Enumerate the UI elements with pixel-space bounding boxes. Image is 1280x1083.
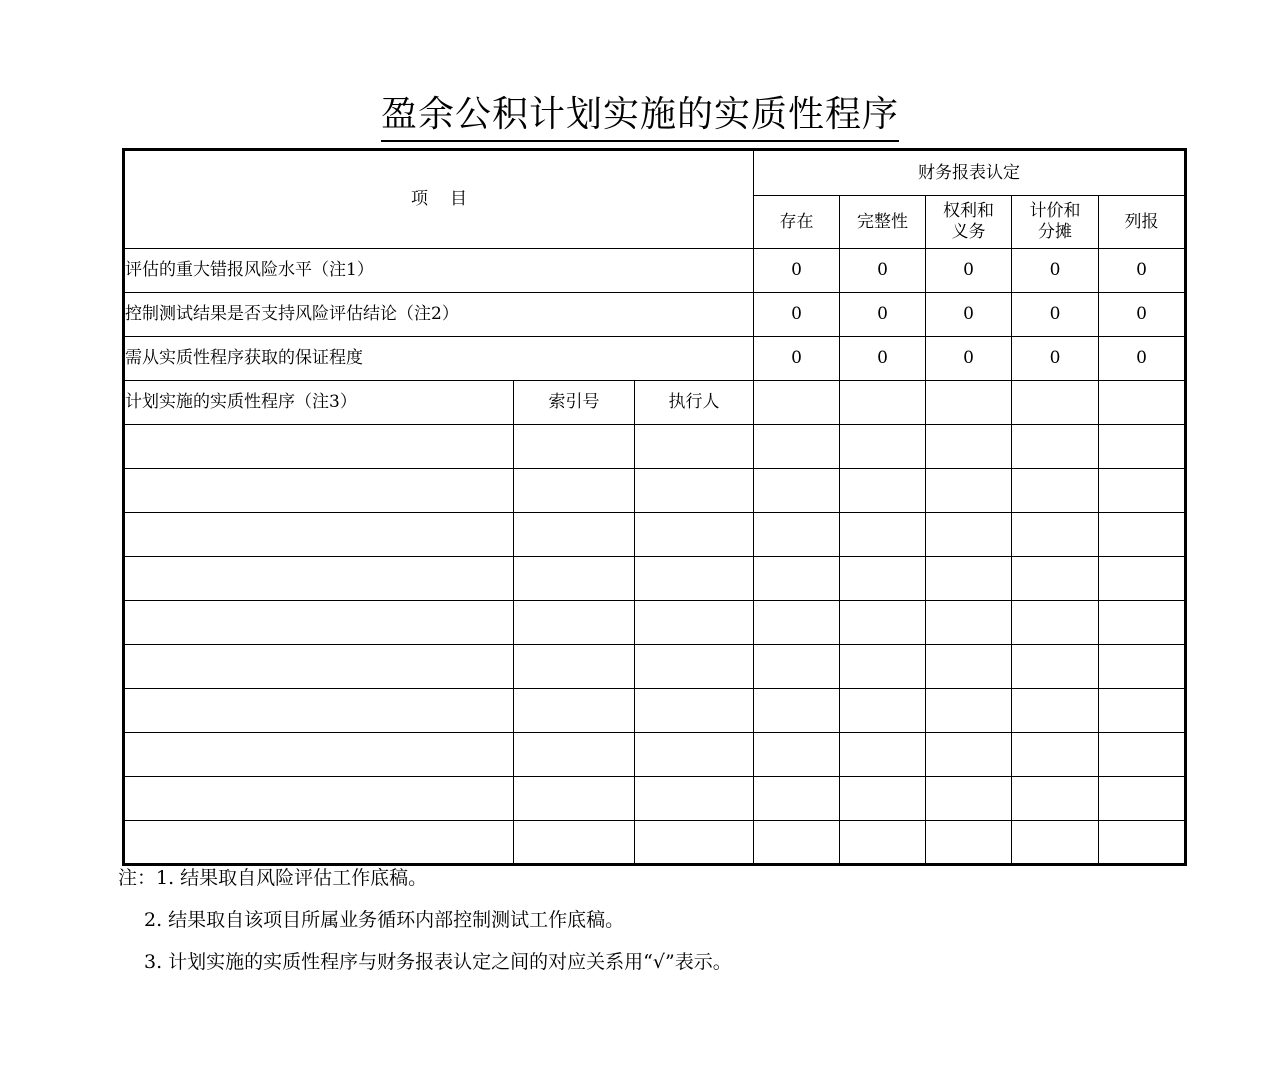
- page-title: 盈余公积计划实施的实质性程序: [381, 92, 899, 142]
- empty-row-8-assertion-3[interactable]: [1012, 777, 1099, 821]
- row-2-value-1[interactable]: 0: [840, 337, 926, 381]
- plan-row-assertion-1[interactable]: [840, 381, 926, 425]
- empty-row-7-procedure[interactable]: [124, 733, 514, 777]
- empty-row-0-performer[interactable]: [635, 425, 754, 469]
- header-performer: 执行人: [635, 381, 754, 425]
- empty-row-8-procedure[interactable]: [124, 777, 514, 821]
- empty-row-2-performer[interactable]: [635, 513, 754, 557]
- empty-row-8-assertion-1[interactable]: [840, 777, 926, 821]
- empty-row-7-assertion-4[interactable]: [1099, 733, 1186, 777]
- row-label-assessed-risk: 评估的重大错报风险水平（注1）: [124, 249, 754, 293]
- empty-row-2-procedure[interactable]: [124, 513, 514, 557]
- empty-row-1-procedure[interactable]: [124, 469, 514, 513]
- empty-row-6-assertion-3[interactable]: [1012, 689, 1099, 733]
- empty-row-4-performer[interactable]: [635, 601, 754, 645]
- empty-row-7-assertion-2[interactable]: [926, 733, 1012, 777]
- empty-row-0-procedure[interactable]: [124, 425, 514, 469]
- table-row: [124, 821, 1186, 865]
- row-2-value-3[interactable]: 0: [1012, 337, 1099, 381]
- empty-row-5-assertion-3[interactable]: [1012, 645, 1099, 689]
- header-assertion-valuation-line2: 分摊: [1038, 222, 1073, 242]
- empty-row-8-performer[interactable]: [635, 777, 754, 821]
- header-assertion-completeness-line1: 完整性: [857, 211, 909, 232]
- note-line-2: [118, 908, 1218, 932]
- empty-row-3-index[interactable]: [514, 557, 635, 601]
- empty-row-9-index[interactable]: [514, 821, 635, 865]
- empty-row-8-assertion-2[interactable]: [926, 777, 1012, 821]
- note-text-3: 3. 计划实施的实质性程序与财务报表认定之间的对应关系用“√”表示。: [144, 951, 732, 973]
- empty-row-6-performer[interactable]: [635, 689, 754, 733]
- row-0-value-2[interactable]: 0: [926, 249, 1012, 293]
- table-row: [124, 249, 1186, 293]
- footer-notes: [118, 866, 1218, 992]
- empty-row-4-assertion-1[interactable]: [840, 601, 926, 645]
- header-assertion-existence: [754, 196, 840, 249]
- empty-row-3-assertion-3[interactable]: [1012, 557, 1099, 601]
- empty-row-6-assertion-4[interactable]: [1099, 689, 1186, 733]
- table-row: [124, 645, 1186, 689]
- table-row: [124, 513, 1186, 557]
- empty-row-1-assertion-0[interactable]: [754, 469, 840, 513]
- table-row: [124, 557, 1186, 601]
- empty-row-2-assertion-2[interactable]: [926, 513, 1012, 557]
- empty-row-4-assertion-4[interactable]: [1099, 601, 1186, 645]
- empty-row-4-assertion-2[interactable]: [926, 601, 1012, 645]
- empty-row-5-assertion-0[interactable]: [754, 645, 840, 689]
- plan-row-assertion-2[interactable]: [926, 381, 1012, 425]
- header-assertion-rights-obligations: [926, 196, 1012, 249]
- empty-row-0-assertion-2[interactable]: [926, 425, 1012, 469]
- empty-row-8-index[interactable]: [514, 777, 635, 821]
- table-row: [124, 337, 1186, 381]
- header-assertions-group: 财务报表认定: [754, 150, 1186, 196]
- substantive-procedures-table: [122, 148, 1187, 866]
- empty-row-1-index[interactable]: [514, 469, 635, 513]
- empty-row-2-assertion-3[interactable]: [1012, 513, 1099, 557]
- plan-row-assertion-3[interactable]: [1012, 381, 1099, 425]
- row-1-value-1[interactable]: 0: [840, 293, 926, 337]
- empty-row-0-assertion-3[interactable]: [1012, 425, 1099, 469]
- empty-row-6-assertion-0[interactable]: [754, 689, 840, 733]
- empty-row-1-assertion-4[interactable]: [1099, 469, 1186, 513]
- empty-row-5-index[interactable]: [514, 645, 635, 689]
- empty-row-5-procedure[interactable]: [124, 645, 514, 689]
- empty-row-5-assertion-1[interactable]: [840, 645, 926, 689]
- header-assertion-completeness: [840, 196, 926, 249]
- header-item-right: 目: [450, 189, 467, 209]
- empty-row-2-assertion-4[interactable]: [1099, 513, 1186, 557]
- row-0-value-1[interactable]: 0: [840, 249, 926, 293]
- row-1-value-2[interactable]: 0: [926, 293, 1012, 337]
- empty-row-2-assertion-1[interactable]: [840, 513, 926, 557]
- table-subheader-plan-row: [124, 381, 1186, 425]
- empty-row-3-assertion-0[interactable]: [754, 557, 840, 601]
- empty-row-3-performer[interactable]: [635, 557, 754, 601]
- empty-row-7-performer[interactable]: [635, 733, 754, 777]
- empty-row-6-index[interactable]: [514, 689, 635, 733]
- row-0-value-0[interactable]: 0: [754, 249, 840, 293]
- empty-row-7-assertion-1[interactable]: [840, 733, 926, 777]
- empty-row-9-assertion-0[interactable]: [754, 821, 840, 865]
- empty-row-4-procedure[interactable]: [124, 601, 514, 645]
- empty-row-9-assertion-4[interactable]: [1099, 821, 1186, 865]
- empty-row-9-assertion-3[interactable]: [1012, 821, 1099, 865]
- header-assertion-valuation-allocation: [1012, 196, 1099, 249]
- empty-row-6-procedure[interactable]: [124, 689, 514, 733]
- empty-row-5-performer[interactable]: [635, 645, 754, 689]
- plan-row-assertion-4[interactable]: [1099, 381, 1186, 425]
- table-row: [124, 777, 1186, 821]
- table-row: [124, 689, 1186, 733]
- header-item-left: 项: [411, 189, 428, 209]
- page-title-container: [0, 92, 1280, 142]
- header-assertion-existence-line1: 存在: [779, 211, 814, 232]
- empty-row-9-assertion-1[interactable]: [840, 821, 926, 865]
- empty-row-6-assertion-2[interactable]: [926, 689, 1012, 733]
- header-assertion-rights-line2: 义务: [951, 222, 986, 242]
- empty-row-5-assertion-2[interactable]: [926, 645, 1012, 689]
- plan-row-assertion-0[interactable]: [754, 381, 840, 425]
- row-label-assurance-level: 需从实质性程序获取的保证程度: [124, 337, 754, 381]
- header-assertion-presentation-line1: 列报: [1124, 211, 1159, 232]
- empty-row-2-index[interactable]: [514, 513, 635, 557]
- row-1-value-4[interactable]: 0: [1099, 293, 1186, 337]
- row-1-value-0[interactable]: 0: [754, 293, 840, 337]
- row-2-value-4[interactable]: 0: [1099, 337, 1186, 381]
- empty-row-1-assertion-1[interactable]: [840, 469, 926, 513]
- row-2-value-0[interactable]: 0: [754, 337, 840, 381]
- empty-row-4-index[interactable]: [514, 601, 635, 645]
- substantive-procedures-table-container: [122, 148, 1186, 866]
- note-line-3: [118, 950, 1218, 974]
- note-text-2: 2. 结果取自该项目所属业务循环内部控制测试工作底稿。: [144, 909, 625, 931]
- row-2-value-2[interactable]: 0: [926, 337, 1012, 381]
- note-line-1: [118, 866, 1218, 890]
- header-assertion-valuation-line1: 计价和: [1029, 201, 1081, 221]
- row-0-value-3[interactable]: 0: [1012, 249, 1099, 293]
- note-text-1: 1. 结果取自风险评估工作底稿。: [156, 867, 428, 889]
- empty-row-9-procedure[interactable]: [124, 821, 514, 865]
- empty-row-3-assertion-1[interactable]: [840, 557, 926, 601]
- empty-row-3-assertion-2[interactable]: [926, 557, 1012, 601]
- header-assertion-presentation: [1099, 196, 1186, 249]
- empty-row-0-assertion-0[interactable]: [754, 425, 840, 469]
- notes-prefix: 注：: [118, 867, 157, 889]
- empty-row-8-assertion-0[interactable]: [754, 777, 840, 821]
- table-row: [124, 469, 1186, 513]
- empty-row-7-assertion-3[interactable]: [1012, 733, 1099, 777]
- row-0-value-4[interactable]: 0: [1099, 249, 1186, 293]
- row-label-planned-procedures: 计划实施的实质性程序（注3）: [124, 381, 514, 425]
- table-row: [124, 425, 1186, 469]
- empty-row-8-assertion-4[interactable]: [1099, 777, 1186, 821]
- empty-row-7-index[interactable]: [514, 733, 635, 777]
- table-row: [124, 601, 1186, 645]
- empty-row-4-assertion-0[interactable]: [754, 601, 840, 645]
- empty-row-5-assertion-4[interactable]: [1099, 645, 1186, 689]
- empty-row-0-index[interactable]: [514, 425, 635, 469]
- table-header-row-1: [124, 150, 1186, 196]
- empty-row-0-assertion-1[interactable]: [840, 425, 926, 469]
- empty-row-4-assertion-3[interactable]: [1012, 601, 1099, 645]
- empty-row-2-assertion-0[interactable]: [754, 513, 840, 557]
- empty-row-6-assertion-1[interactable]: [840, 689, 926, 733]
- header-item-cell: [124, 150, 754, 249]
- empty-row-1-performer[interactable]: [635, 469, 754, 513]
- empty-row-3-procedure[interactable]: [124, 557, 514, 601]
- empty-row-9-performer[interactable]: [635, 821, 754, 865]
- header-assertion-rights-line1: 权利和: [943, 201, 995, 221]
- header-index-no: 索引号: [514, 381, 635, 425]
- empty-row-0-assertion-4[interactable]: [1099, 425, 1186, 469]
- empty-row-7-assertion-0[interactable]: [754, 733, 840, 777]
- row-label-control-test-result: 控制测试结果是否支持风险评估结论（注2）: [124, 293, 754, 337]
- empty-row-1-assertion-2[interactable]: [926, 469, 1012, 513]
- table-row: [124, 733, 1186, 777]
- table-body: [124, 150, 1186, 865]
- empty-row-3-assertion-4[interactable]: [1099, 557, 1186, 601]
- table-row: [124, 293, 1186, 337]
- empty-row-9-assertion-2[interactable]: [926, 821, 1012, 865]
- row-1-value-3[interactable]: 0: [1012, 293, 1099, 337]
- empty-row-1-assertion-3[interactable]: [1012, 469, 1099, 513]
